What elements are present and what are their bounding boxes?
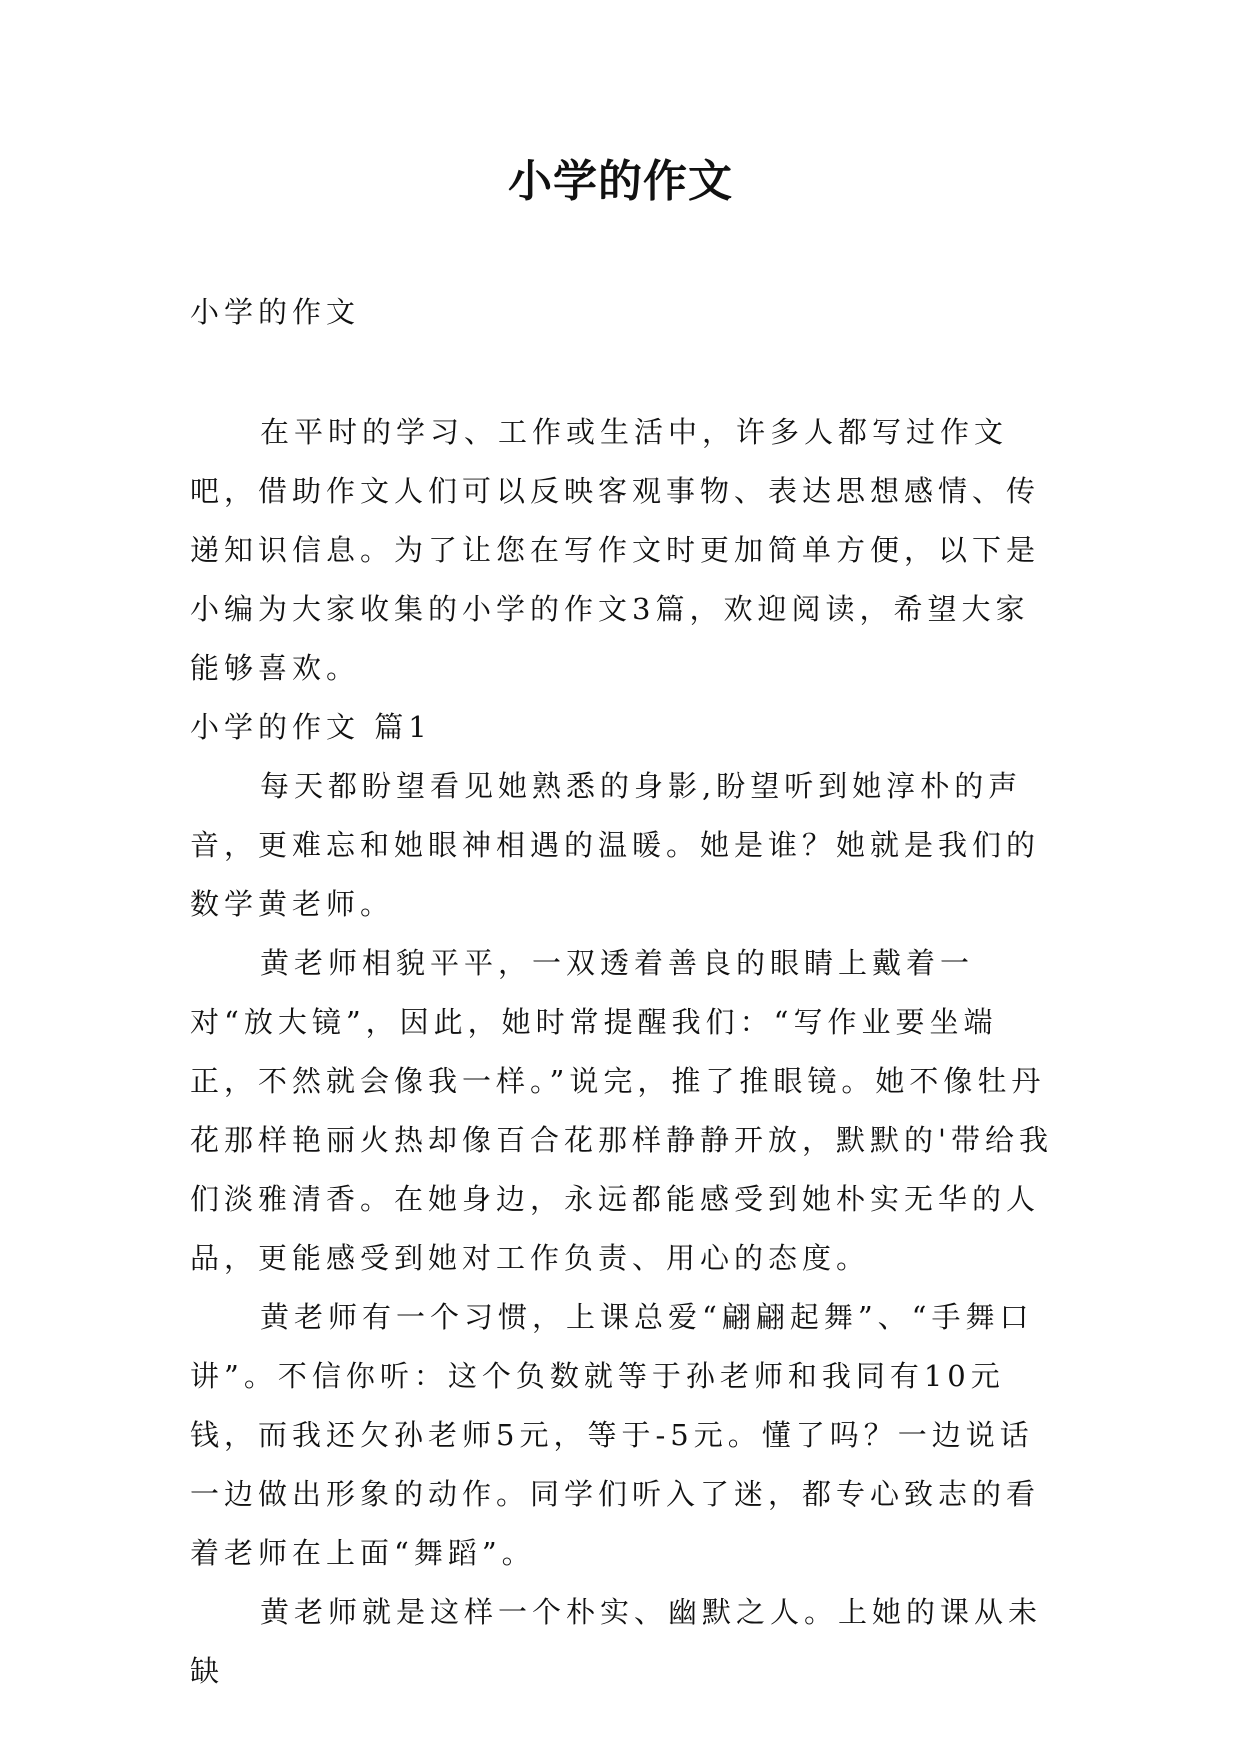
intro-paragraph: 在平时的学习、工作或生活中，许多人都写过作文吧，借助作文人们可以反映客观事物、表达思想感情、传递知识信息。为了让您在写作文时更加简单方便，以下是小编为大家收集的小学的作文3篇，欢迎阅读，希望大家能够喜欢。 — [190, 415, 1041, 685]
document-body — [190, 403, 1060, 1701]
body-paragraph: 黄老师就是这样一个朴实、幽默之人。上她的课从未缺 — [190, 1595, 1043, 1688]
body-paragraph: 每天都盼望看见她熟悉的身影,盼望听到她淳朴的声音，更难忘和她眼神相遇的温暖。她是谁？她就是我们的数学黄老师。 — [190, 769, 1041, 921]
section-heading: 小学的作文 篇1 — [190, 710, 432, 744]
body-paragraph: 黄老师相貌平平，一双透着善良的眼睛上戴着一对“放大镜”，因此，她时常提醒我们：“写作业要坐端正，不然就会像我一样。”说完，推了推眼镜。她不像牡丹花那样艳丽火热却像百合花那样静静开放，默默的'带给我们淡雅清香。在她身边，永远都能感受到她朴实无华的人品，更能感受到她对工作负责、用心的态度。 — [190, 946, 1053, 1275]
body-paragraph: 黄老师有一个习惯，上课总爱“翩翩起舞”、“手舞口讲”。不信你听：这个负数就等于孙老师和我同有10元钱，而我还欠孙老师5元，等于-5元。懂了吗？一边说话一边做出形象的动作。同学们听入了迷，都专心致志的看着老师在上面“舞蹈”。 — [190, 1300, 1041, 1570]
document-title: 小学的作文 — [508, 156, 733, 207]
document-subtitle: 小学的作文 — [190, 295, 361, 329]
